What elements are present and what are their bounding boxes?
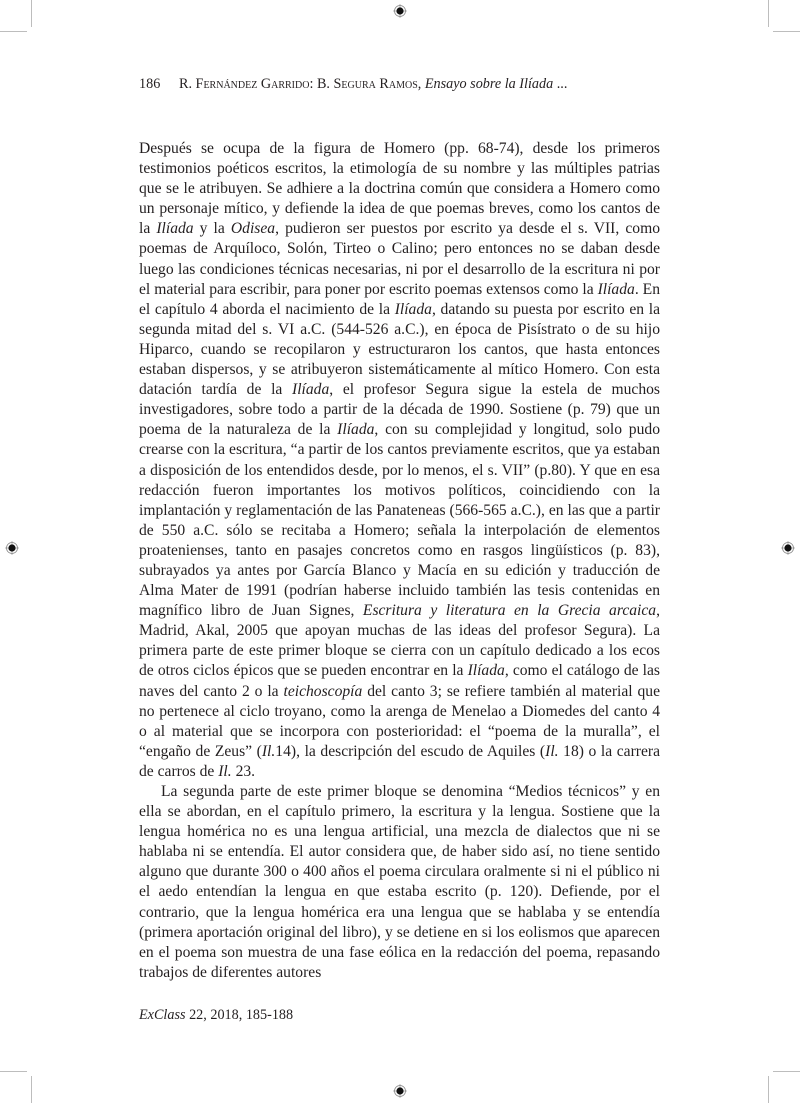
page-number: 186 [139,76,161,92]
italic-text: Il. [218,762,232,780]
crop-mark-bottom-right-horizontal [773,1071,800,1072]
registration-mark-icon [393,1084,407,1098]
italic-text: Ilíada [337,421,375,439]
text-run: . En el capítulo 4 aborda el nacimiento de la [139,280,661,318]
registration-mark-icon [393,4,407,18]
journal-footer [139,1007,293,1024]
running-header [139,76,699,93]
italic-text: Ilíada [156,220,194,238]
journal-name: ExClass [139,1007,186,1023]
text-run: , con su complejidad y longitud, solo pudo crearse con la escritura, “a partir de los cantos previamente escritos, que ya estaban a disposición de los entendidos desde, por lo menos, el s. VII” (p.80). Y que en esa redacción fueron importantes los motivos políticos, coincidiendo con la implantación y reglamentación de las Panateneas (566-565 a.C.), en las que a partir de 550 a.C. sólo se recitaba a Homero; señala la interpolación de elementos proatenienses, tanto en pasajes concretos como en rasgos lingüísticos (p. 83), subrayados ya antes por García Blanco y Macía en su edición y traducción de Alma Mater de 1991 (podrían haberse incluido también las tesis contenidas en magnífico libro de Juan Signes, [139,421,660,620]
registration-mark-icon [781,541,795,555]
text-run: , pudieron ser puestos por escrito ya desde el s. VII, como poemas de Arquíloco, Solón, Tirteo o Calino; pero entonces no se daban desde luego las condiciones técnicas necesarias, ni por el desarrollo de la escritura ni por el material para escribir, para poner por escrito poemas extensos como la [139,220,661,298]
text-run: 18) o la carrera de carros de [139,742,660,780]
crop-mark-bottom-left-horizontal [0,1071,27,1072]
book-author: B. Segura Ramos [316,76,418,92]
reviewer-name: R. Fernández Garrido [179,76,310,92]
paragraph [139,139,660,782]
registration-mark-icon [5,541,19,555]
text-run: , datando su puesta por escrito en la segunda mitad del s. VI a.C. (544-526 a.C.), en época de Pisístrato o de su hijo Hiparco, cuando se recopilaron y estructuraron los cantos, que hasta entonces estaban dispersos, y se atribuyeron sistemáticamente al mítico Homero. Con esta datación tardía de la [139,300,661,399]
italic-text: Ilíada [394,300,432,318]
text-run: , Madrid, Akal, 2005 que apoyan muchas de las ideas del profesor Segura). La primera parte de este primer bloque se cierra con un capítulo dedicado a los ecos de otros ciclos épicos que se pueden encontrar en la [139,602,660,680]
italic-text: Il. [261,742,276,760]
text-run: 14), la descripción del escudo de Aquiles ( [275,742,546,760]
text-run: La segunda parte de este primer bloque se denomina “Medios técnicos” y en ella se abordan, en el capítulo primero, la escritura y la lengua. Sostiene que la lengua homérica no es una lengua artificial, una mezcla de dialectos que ni se hablaba ni se entendía. El autor considera que, de haber sido así, no tiene sentido alguno que durante 300 o 400 años el poema circulara oralmente si ni el público ni el aedo entendían la lengua en que estaba escrito (p. 120). Defiende, por el contrario, que la lengua homérica era una lengua que se hablaba y se entendía (primera aportación original del libro), y se detiene en si los eolismos que aparecen en el poema son muestra de una fase eólica en la redacción del poema, repasando trabajos de diferentes autores [139,783,660,981]
header-ellipsis: ... [553,76,568,92]
text-run: 23. [231,762,256,780]
crop-mark-top-right-horizontal [773,31,800,32]
crop-mark-bottom-left-vertical [31,1076,32,1103]
crop-mark-top-right-vertical [768,0,769,27]
italic-text: Ilíada [467,662,505,680]
text-run: y la [193,220,231,238]
italic-text: Il. [545,742,559,760]
text-run: del canto 3; se refiere también al material que no pertenece al ciclo troyano, como la arenga de Menelao a Diomedes del canto 4 o al material que se incorpora con posterioridad: el “poema de la muralla”, el “engaño de Zeus” ( [139,682,660,760]
crop-mark-top-left-vertical [31,0,32,27]
italic-text: Escritura y literatura en la Grecia arcaica [362,602,657,620]
text-run: Después se ocupa de la figura de Homero (pp. 68-74), desde los primeros testimonios poéticos escritos, la etimología de su nombre y las múltiples patrias que se le atribuyen. Se adhiere a la doctrina común que considera a Homero como un personaje mítico, y defiende la idea de que poemas breves, como los cantos de la [139,140,660,238]
crop-mark-bottom-right-vertical [768,1076,769,1103]
book-title: Ensayo sobre la Ilíada [424,76,554,92]
italic-text: teichoscopía [283,682,363,700]
text-run: , el profesor Segura sigue la estela de muchos investigadores, sobre todo a partir de la década de 1990. Sostiene (p. 79) que un poema de la naturaleza de la [139,381,660,439]
journal-citation: 22, 2018, 185-188 [185,1007,294,1023]
italic-text: Ilíada [292,381,330,399]
italic-text: Odisea [230,220,276,238]
crop-mark-top-left-horizontal [0,31,27,32]
body-text [139,139,660,983]
italic-text: Ilíada [597,280,635,298]
text-run: , como el catálogo de las naves del canto 2 o la [139,662,660,700]
paragraph [139,782,660,983]
header-separator: : [309,76,317,92]
header-comma: , [417,76,425,92]
